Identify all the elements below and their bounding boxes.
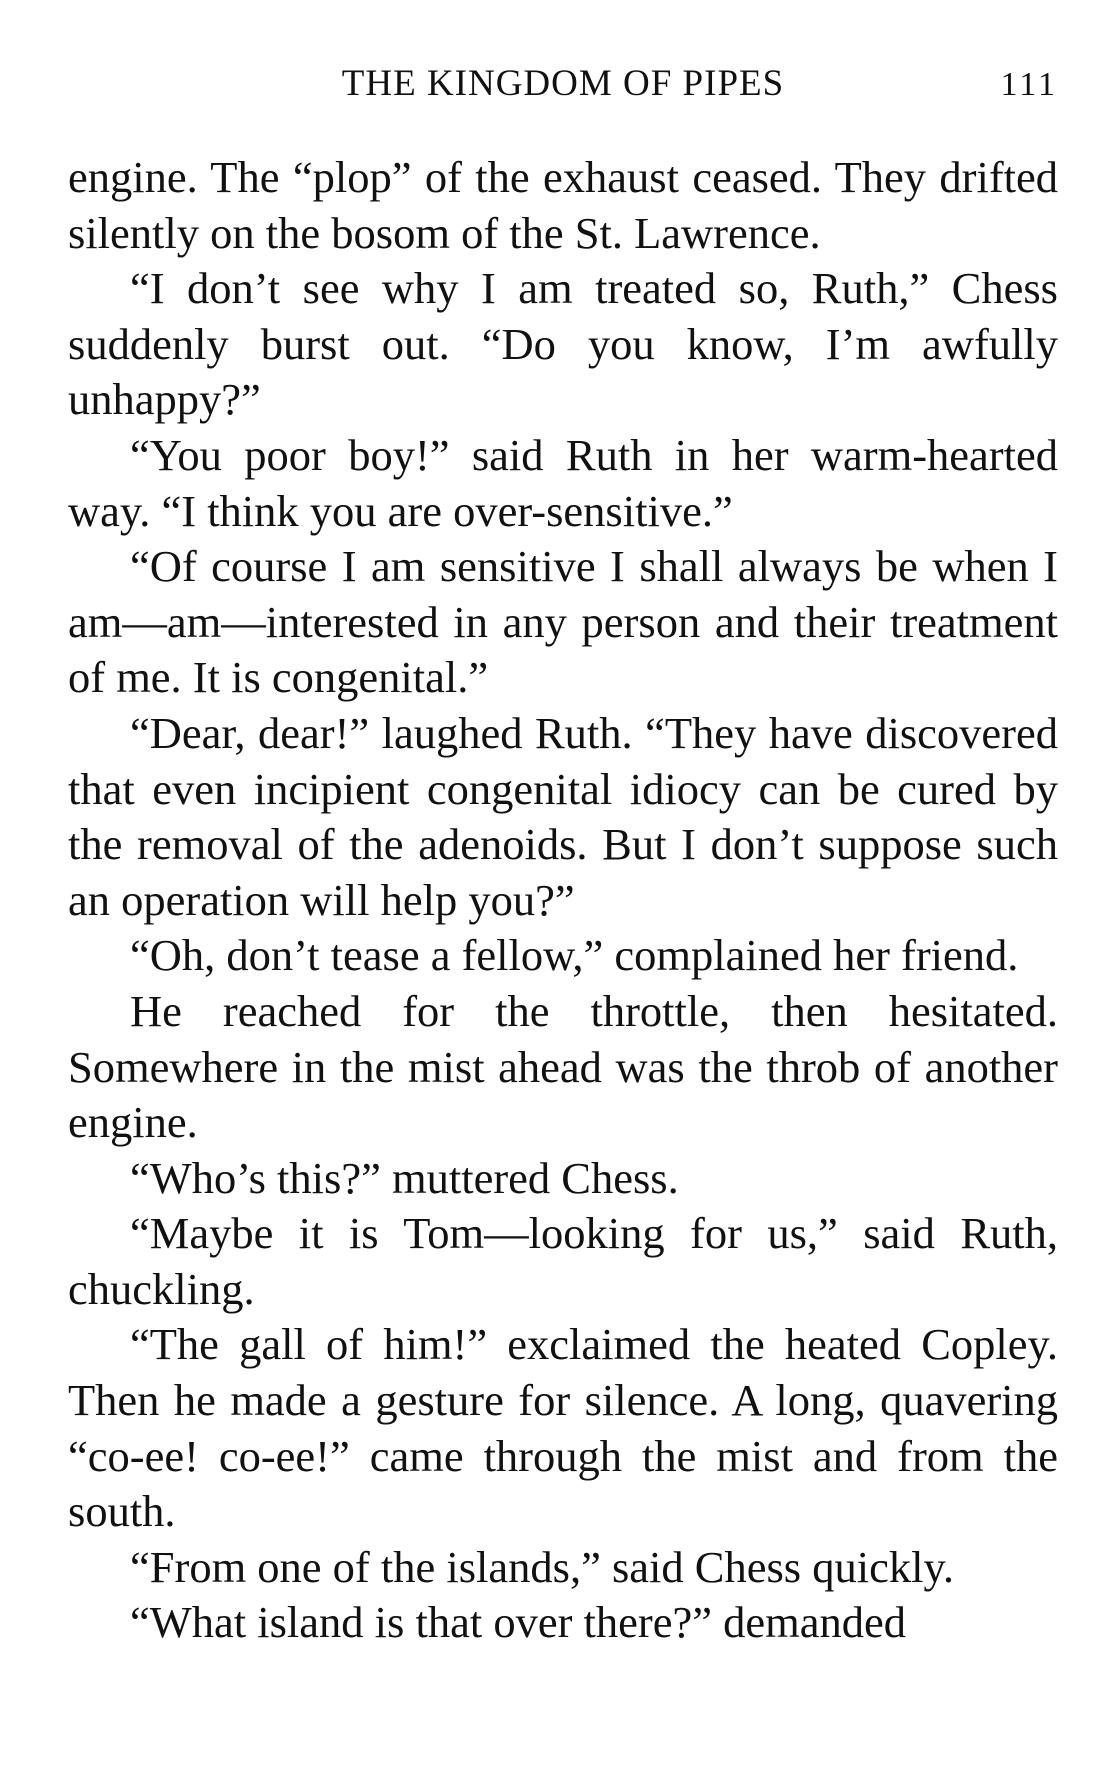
paragraph: “Of course I am sensitive I shall always be when I am—am—interested in any person and their treatment of me. It is congenital.” <box>68 541 1058 703</box>
page-number: 111 <box>1000 66 1058 103</box>
paragraph: “The gall of him!” exclaimed the heated Copley. Then he made a gesture for silence. A long, quavering “co-ee! co-ee!” came through the mist and from the south. <box>68 1319 1058 1537</box>
paragraph: “From one of the islands,” said Chess quickly. <box>130 1541 954 1592</box>
paragraph: “Oh, don’t tease a fellow,” complained her friend. <box>130 930 1019 981</box>
paragraph: He reached for the throttle, then hesitated. Somewhere in the mist ahead was the throb of another engine. <box>68 985 1058 1148</box>
paragraph: “Maybe it is Tom—looking for us,” said Ruth, chuckling. <box>68 1208 1058 1314</box>
paragraph: “I don’t see why I am treated so, Ruth,” Chess suddenly burst out. “Do you know, I’m awfully unhappy?” <box>68 263 1058 425</box>
paragraph: “You poor boy!” said Ruth in her warm-hearted way. “I think you are over-sensitive.” <box>68 429 1058 536</box>
body-text <box>68 150 1058 1651</box>
running-title: THE KINGDOM OF PIPES <box>341 63 785 104</box>
paragraph: “Who’s this?” muttered Chess. <box>130 1152 679 1203</box>
paragraph-continuation: engine. The “plop” of the exhaust ceased. They drifted silently on the bosom of the St. Lawrence. <box>68 152 1058 258</box>
paragraph: “What island is that over there?” demanded <box>130 1597 906 1648</box>
page-header <box>68 62 1058 112</box>
paragraph: “Dear, dear!” laughed Ruth. “They have discovered that even incipient congenital idiocy can be cured by the removal of the adenoids. But I don’t suppose such an operation will help you?” <box>68 707 1058 925</box>
